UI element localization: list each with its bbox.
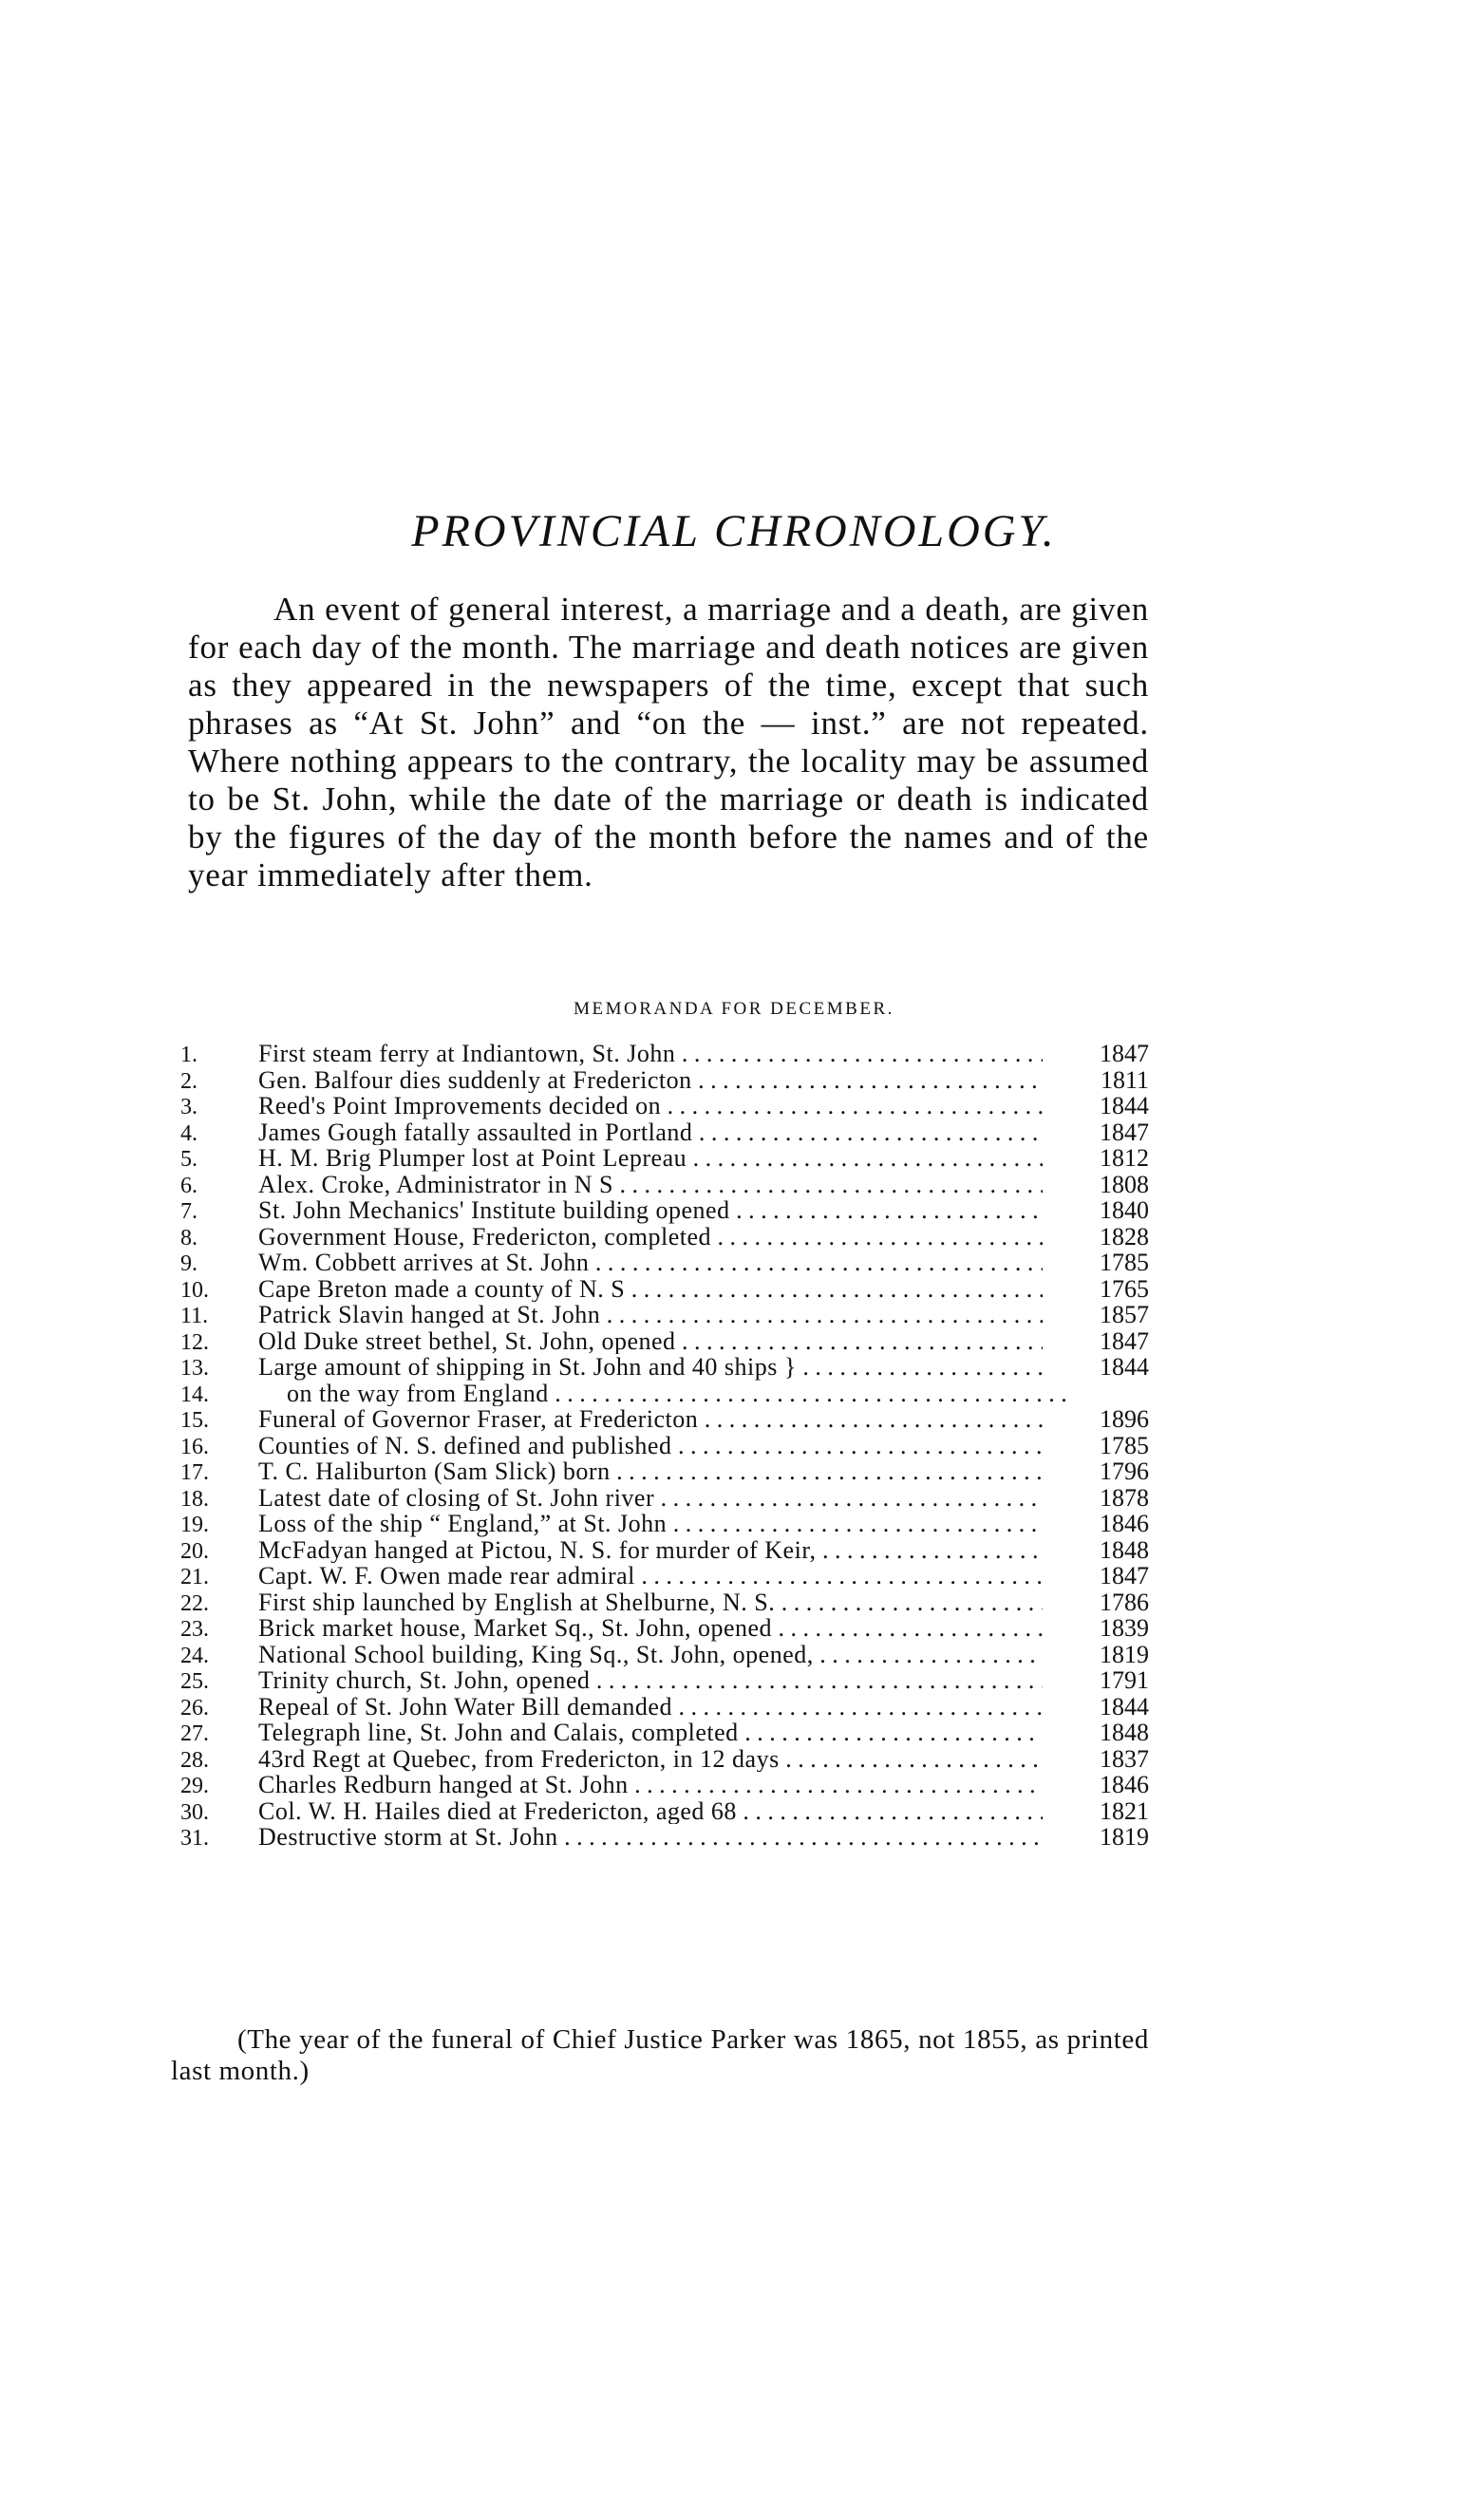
memo-entry	[180, 1615, 1149, 1642]
memo-event: McFadyan hanged at Pictou, N. S. for murder of Keir, . . .	[258, 1537, 1043, 1564]
memo-entry	[180, 1067, 1149, 1094]
memo-day: 4.	[180, 1120, 198, 1146]
memo-entry	[180, 1667, 1149, 1694]
memo-event: James Gough fatally assaulted in Portland . . .	[258, 1119, 1043, 1146]
memo-event: Gen. Balfour dies suddenly at Fredericton . . .	[258, 1067, 1043, 1094]
memo-event: Old Duke street bethel, St. John, opened . . .	[258, 1328, 1043, 1355]
memo-event: 43rd Regt at Quebec, from Fredericton, in 12 days . . .	[258, 1746, 1043, 1773]
memo-day: 24.	[180, 1643, 209, 1668]
memo-day: 19.	[180, 1513, 209, 1537]
memo-entry	[180, 1458, 1149, 1485]
memo-entry	[180, 1563, 1149, 1589]
memo-event: Repeal of St. John Water Bill demanded . . .	[258, 1694, 1043, 1721]
memo-day: 13.	[180, 1356, 209, 1381]
memo-day: 25.	[180, 1669, 209, 1694]
memo-event: Funeral of Governor Fraser, at Fredericton . . .	[258, 1406, 1043, 1433]
memo-entry	[180, 1197, 1149, 1224]
memo-day: 30.	[180, 1799, 209, 1825]
memo-entry	[180, 1824, 1149, 1851]
memoranda-list	[180, 1041, 1149, 1851]
memo-year: 1808	[1100, 1170, 1149, 1198]
memo-event: Counties of N. S. defined and published . . .	[258, 1433, 1043, 1459]
memo-event: Reed's Point Improvements decided on . . .	[258, 1093, 1043, 1119]
memo-event: Cape Breton made a county of N. S . . .	[258, 1276, 1043, 1303]
memo-entry	[180, 1093, 1149, 1119]
memo-event: National School building, King Sq., St. John, opened, . . .	[258, 1642, 1043, 1668]
memo-year: 1785	[1100, 1249, 1149, 1276]
memo-entry	[180, 1145, 1149, 1172]
memo-event: Telegraph line, St. John and Calais, completed . . .	[258, 1720, 1043, 1746]
memo-year: 1839	[1100, 1614, 1149, 1642]
memo-entry	[180, 1746, 1149, 1773]
memo-day: 8.	[180, 1225, 198, 1251]
memo-entry	[180, 1485, 1149, 1512]
memo-year: 1785	[1100, 1431, 1149, 1459]
memo-event: Trinity church, St. John, opened . . .	[258, 1667, 1043, 1694]
memo-year: 1844	[1100, 1692, 1149, 1721]
memo-event: Patrick Slavin hanged at St. John . . .	[258, 1302, 1043, 1328]
memo-day: 17.	[180, 1460, 209, 1485]
memo-event: on the way from England . . .	[258, 1381, 1071, 1407]
memo-day: 2.	[180, 1068, 198, 1094]
memo-year: 1847	[1100, 1326, 1149, 1355]
memo-day: 18.	[180, 1486, 209, 1512]
memo-event: First ship launched by English at Shelburne, N. S. . . .	[258, 1589, 1043, 1616]
memo-year: 1847	[1100, 1562, 1149, 1589]
memo-entry	[180, 1041, 1149, 1067]
memo-entry	[180, 1406, 1149, 1433]
memo-year: 1765	[1100, 1274, 1149, 1303]
memo-event: Latest date of closing of St. John river . . .	[258, 1485, 1043, 1512]
memo-day: 10.	[180, 1277, 209, 1303]
memo-entry	[180, 1511, 1149, 1537]
memo-event: Charles Redburn hanged at St. John . . .	[258, 1772, 1043, 1798]
memo-day: 9.	[180, 1251, 198, 1276]
memo-entry	[180, 1720, 1149, 1746]
memo-day: 31.	[180, 1826, 209, 1851]
memo-year: 1896	[1100, 1405, 1149, 1433]
memo-entry	[180, 1276, 1149, 1303]
memo-day: 6.	[180, 1173, 198, 1198]
memo-event: First steam ferry at Indiantown, St. John . . .	[258, 1041, 1043, 1067]
memo-day: 3.	[180, 1095, 198, 1119]
memo-event: Wm. Cobbett arrives at St. John . . .	[258, 1250, 1043, 1276]
memo-year: 1844	[1100, 1353, 1149, 1381]
memo-day: 22.	[180, 1590, 209, 1616]
memo-day: 26.	[180, 1695, 209, 1721]
memo-event: Large amount of shipping in St. John and 40 ships } . . .	[258, 1354, 1043, 1381]
memo-year: 1812	[1100, 1144, 1149, 1172]
memo-entry	[180, 1328, 1149, 1355]
memo-year: 1847	[1100, 1040, 1149, 1067]
memo-entry	[180, 1433, 1149, 1459]
memo-year: 1878	[1100, 1483, 1149, 1512]
memo-year: 1848	[1100, 1535, 1149, 1564]
memo-entry	[180, 1694, 1149, 1721]
memo-year: 1847	[1100, 1118, 1149, 1146]
memo-entry	[180, 1172, 1149, 1198]
memo-event: H. M. Brig Plumper lost at Point Lepreau . . .	[258, 1145, 1043, 1172]
memo-day: 15.	[180, 1408, 209, 1433]
memo-year: 1837	[1100, 1744, 1149, 1773]
memo-entry	[180, 1381, 1149, 1407]
memo-day: 12.	[180, 1329, 209, 1355]
memo-entry	[180, 1537, 1149, 1564]
memo-event: Government House, Fredericton, completed . . .	[258, 1224, 1043, 1251]
memo-entry	[180, 1354, 1149, 1381]
intro-paragraph: An event of general interest, a marriage and a death, are given for each day of the month. The marriage and death notices are given as they appeared in the newspapers of the time, except that such phrases as “At St. John” and “on the — inst.” are not repeated. Where nothing appears to the contrary, the locality may be assumed to be St. John, while the date of the marriage or death is indicated by the figures of the day of the month before the names and of the year immediately after them.	[188, 591, 1149, 893]
memo-entry	[180, 1772, 1149, 1798]
memo-year: 1786	[1100, 1588, 1149, 1616]
memo-event: T. C. Haliburton (Sam Slick) born . . .	[258, 1458, 1043, 1485]
memo-event: Loss of the ship “ England,” at St. John . . .	[258, 1511, 1043, 1537]
memo-year: 1791	[1100, 1666, 1149, 1694]
memoranda-heading: MEMORANDA FOR DECEMBER.	[574, 999, 894, 1019]
memo-day: 28.	[180, 1747, 209, 1773]
memo-day: 5.	[180, 1147, 198, 1172]
memo-event: Capt. W. F. Owen made rear admiral . . .	[258, 1563, 1043, 1589]
memo-event: Col. W. H. Hailes died at Fredericton, aged 68 . . .	[258, 1798, 1043, 1825]
memo-day: 14.	[180, 1382, 209, 1407]
memo-event: Alex. Croke, Administrator in N S . . .	[258, 1172, 1043, 1198]
memo-entry	[180, 1589, 1149, 1616]
memo-event: Destructive storm at St. John . . .	[258, 1824, 1043, 1851]
memo-day: 11.	[180, 1304, 209, 1328]
memo-entry	[180, 1224, 1149, 1251]
memo-year: 1846	[1100, 1510, 1149, 1537]
memo-entry	[180, 1119, 1149, 1146]
memo-year: 1821	[1100, 1796, 1149, 1825]
memo-event: St. John Mechanics' Institute building opened . . .	[258, 1197, 1043, 1224]
memo-day: 20.	[180, 1538, 209, 1564]
memo-entry	[180, 1250, 1149, 1276]
memo-entry	[180, 1642, 1149, 1668]
memo-year: 1840	[1100, 1196, 1149, 1224]
memo-year: 1848	[1100, 1719, 1149, 1746]
memo-year: 1811	[1100, 1065, 1149, 1094]
memo-year: 1857	[1100, 1301, 1149, 1328]
memo-day: 23.	[180, 1617, 209, 1642]
memo-year: 1844	[1100, 1092, 1149, 1119]
memo-day: 21.	[180, 1565, 209, 1589]
memo-year: 1796	[1100, 1457, 1149, 1485]
memo-year: 1828	[1100, 1222, 1149, 1251]
correction-note: (The year of the funeral of Chief Justice Parker was 1865, not 1855, as printed last month.)	[171, 2024, 1149, 2086]
memo-day: 27.	[180, 1721, 209, 1746]
memo-event: Brick market house, Market Sq., St. John, opened . . .	[258, 1615, 1043, 1642]
memo-day: 16.	[180, 1434, 209, 1459]
page-title: PROVINCIAL CHRONOLOGY.	[411, 506, 1057, 556]
memo-year: 1846	[1100, 1771, 1149, 1798]
memo-day: 7.	[180, 1199, 198, 1224]
memo-entry	[180, 1302, 1149, 1328]
memo-year: 1819	[1100, 1640, 1149, 1668]
memo-day: 29.	[180, 1774, 209, 1798]
memo-day: 1.	[180, 1043, 198, 1067]
memo-entry	[180, 1798, 1149, 1825]
memo-year: 1819	[1100, 1823, 1149, 1851]
